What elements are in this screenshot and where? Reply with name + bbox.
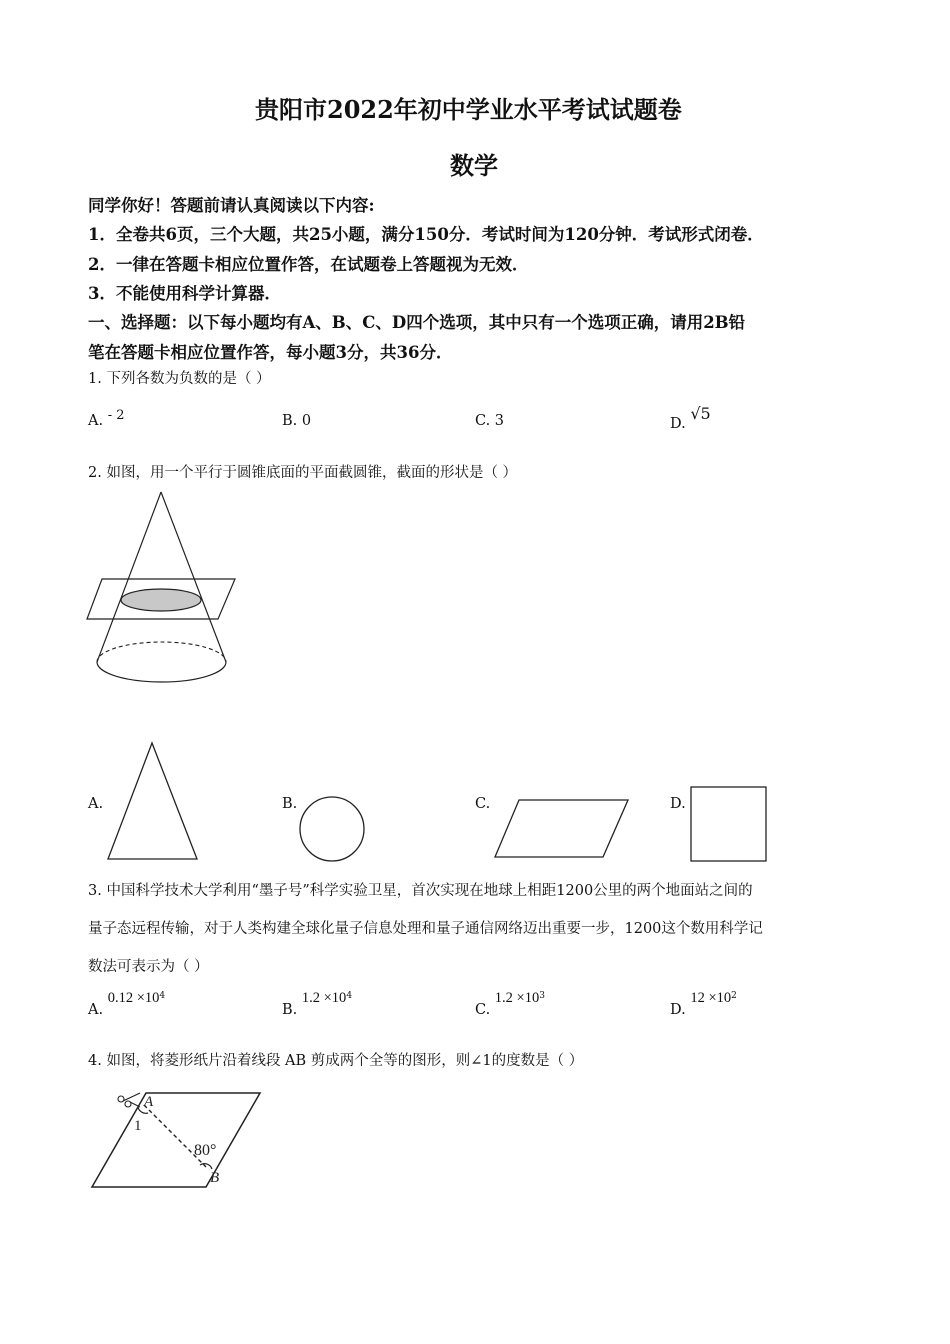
option-letter: C. bbox=[475, 1001, 491, 1018]
q1-option-d[interactable] bbox=[670, 404, 711, 432]
option-letter: D. bbox=[670, 1001, 686, 1018]
instruction-1: 1．全卷共6页，三个大题，共25小题，满分150分．考试时间为120分钟．考试形式闭卷． bbox=[88, 225, 764, 244]
q3-stem-line2: 量子态远程传输，对于人类构建全球化量子信息处理和量子通信网络迈出重要一步，1200这个数用科学记 bbox=[88, 921, 763, 937]
cone-side-right bbox=[161, 492, 226, 662]
exam-title: 贵阳市2022年初中学业水平考试试题卷 bbox=[255, 95, 682, 124]
q2-option-c-letter[interactable]: C. bbox=[475, 796, 491, 812]
q1-option-b[interactable] bbox=[282, 413, 311, 429]
option-mantissa: 12 ×10 bbox=[690, 989, 732, 1006]
option-mantissa: 0.12 ×10 bbox=[107, 989, 160, 1006]
option-mantissa: 1.2 ×10 bbox=[301, 989, 347, 1006]
option-value: 0 bbox=[301, 413, 312, 429]
scissors-icon bbox=[118, 1093, 140, 1107]
section-heading-line2: 笔在答题卡相应位置作答，每小题3分，共36分． bbox=[88, 343, 453, 362]
option-value: √5 bbox=[690, 404, 711, 423]
label-b: B bbox=[210, 1170, 220, 1186]
option-letter: B. bbox=[282, 413, 298, 429]
option-letter: A. bbox=[88, 1001, 104, 1018]
option-letter: C. bbox=[475, 413, 491, 429]
q1-stem: 1. 下列各数为负数的是（ ） bbox=[88, 371, 271, 387]
rhombus bbox=[92, 1093, 260, 1187]
q2-option-b-letter[interactable]: B. bbox=[282, 796, 298, 812]
option-letter: A. bbox=[88, 413, 104, 429]
base-front bbox=[97, 662, 226, 682]
option-mantissa: 1.2 ×10 bbox=[494, 989, 540, 1006]
q1-option-a[interactable] bbox=[88, 408, 125, 429]
base-back-dashed bbox=[97, 642, 226, 662]
subject-title: 数学 bbox=[450, 151, 498, 180]
square-shape[interactable] bbox=[689, 785, 768, 863]
label-angle-80: 80° bbox=[194, 1142, 217, 1159]
section-heading-line1: 一、选择题：以下每小题均有A、B、C、D四个选项，其中只有一个选项正确，请用2B铅 bbox=[88, 313, 746, 332]
instruction-3: 3．不能使用科学计算器． bbox=[88, 284, 281, 303]
option-letter: B. bbox=[282, 1001, 298, 1018]
option-value: 3 bbox=[494, 413, 505, 429]
cone-side-left bbox=[97, 492, 161, 662]
option-value: - 2 bbox=[107, 408, 125, 423]
circle-shape[interactable] bbox=[298, 795, 366, 863]
q2-stem: 2. 如图，用一个平行于圆锥底面的平面截圆锥，截面的形状是（ ） bbox=[88, 465, 518, 481]
q1-option-c[interactable] bbox=[475, 413, 504, 429]
q2-option-a-letter[interactable]: A. bbox=[88, 796, 104, 812]
instruction-2: 2．一律在答题卡相应位置作答，在试题卷上答题视为无效． bbox=[88, 255, 529, 274]
q4-stem: 4. 如图，将菱形纸片沿着线段 AB 剪成两个全等的图形，则∠1的度数是（ ） bbox=[88, 1053, 584, 1069]
option-exponent: 4 bbox=[159, 991, 166, 1001]
option-exponent: 4 bbox=[346, 991, 353, 1001]
option-letter: D. bbox=[670, 416, 686, 432]
q2-option-d-letter[interactable]: D. bbox=[670, 796, 686, 812]
label-angle-1: 1 bbox=[134, 1118, 142, 1134]
greeting: 同学你好！答题前请认真阅读以下内容: bbox=[88, 196, 375, 215]
parallelogram-shape[interactable] bbox=[493, 798, 631, 860]
q3-stem-line3: 数法可表示为（ ） bbox=[88, 959, 209, 975]
cone-figure bbox=[85, 490, 245, 685]
label-a: A bbox=[144, 1094, 154, 1110]
triangle-shape[interactable] bbox=[105, 740, 200, 862]
q3-stem-line1: 3. 中国科学技术大学利用“墨子号”科学实验卫星，首次实现在地球上相距1200公里的两个地面站之间的 bbox=[88, 883, 753, 899]
option-exponent: 2 bbox=[731, 991, 737, 1001]
option-exponent: 3 bbox=[539, 991, 545, 1001]
rhombus-figure bbox=[88, 1085, 268, 1195]
section-ellipse bbox=[121, 589, 201, 611]
